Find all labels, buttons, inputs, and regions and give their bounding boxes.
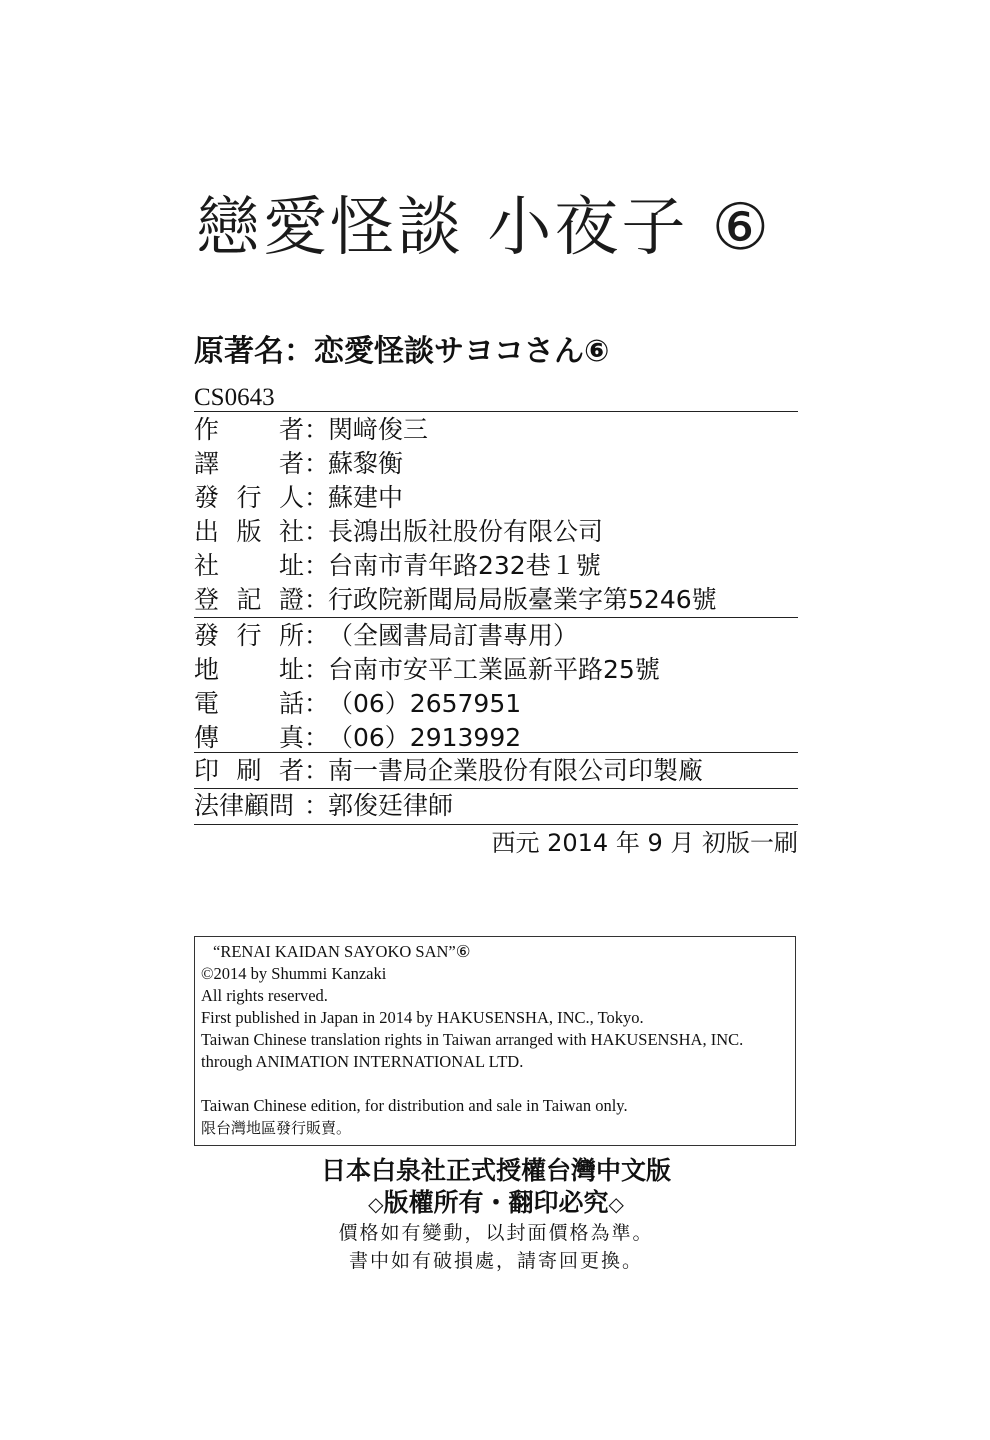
label-char: 人 [278,483,304,512]
credit-label [194,687,304,721]
catalog-code: CS0643 [194,384,275,411]
credit-colon: ： [304,756,330,785]
label-char: 記 [236,585,262,614]
credit-label [194,653,304,687]
label-char: 作 [194,415,220,444]
credit-row [194,754,798,788]
credit-label [194,481,304,515]
diamond-icon: ◇ [368,1192,384,1216]
price-note: 價格如有變動，以封面價格為準。 [338,1222,654,1244]
credit-label [194,549,304,583]
book-title: 戀愛怪談 小夜子 ⑥ [196,191,773,265]
credit-colon: ： [304,551,330,580]
credit-value: 南一書局企業股份有限公司印製廠 [328,756,704,785]
copyright-line: Taiwan Chinese translation rights in Taiwan arranged with HAKUSENSHA, INC. [201,1030,744,1049]
credit-label [194,754,304,788]
authorization-note: 日本白泉社正式授權台灣中文版 [320,1156,671,1185]
credit-row [194,583,798,617]
label-char: 行 [236,621,262,650]
original-title: 原著名：恋愛怪談サヨコさん⑥ [194,334,610,369]
credit-row [194,653,798,687]
credit-label [194,721,304,755]
copyright-line [201,941,795,963]
label-char: 話 [278,689,304,718]
copyright-line: All rights reserved. [201,986,328,1005]
label-char: 者 [278,756,304,785]
copyright-title: “RENAI KAIDAN SAYOKO SAN”⑥ [213,942,471,961]
label-char: 證 [278,585,304,614]
label-char: 版 [236,517,262,546]
credit-colon: ： [304,621,330,650]
credit-label: 法律顧問 [194,791,295,820]
diamond-icon: ◇ [608,1192,624,1216]
copyright-box [194,936,796,1146]
copyright-line: Taiwan Chinese edition, for distribution and sale in Taiwan only. [201,1096,628,1115]
credit-value: 郭俊廷律師 [328,791,454,820]
credit-row [194,721,798,755]
label-char: 所 [278,621,304,650]
credit-colon: ： [304,585,330,614]
rights-note [194,1188,798,1219]
credit-value: 行政院新聞局局版臺業字第5246號 [328,585,717,614]
label-char: 者 [278,415,304,444]
credit-label [194,583,304,617]
credit-value: （06）2913992 [328,723,522,752]
credit-colon: ： [304,689,330,718]
credit-value: 台南市青年路232巷１號 [328,551,601,580]
label-char: 登 [194,585,220,614]
label-char: 電 [194,689,220,718]
copyright-line: ©2014 by Shummi Kanzaki [201,964,387,983]
credit-row [194,413,798,447]
credit-value: 長鴻出版社股份有限公司 [328,517,604,546]
credit-row [194,447,798,481]
label-char: 譯 [194,449,220,478]
label-char: 刷 [236,756,262,785]
label-char: 地 [194,655,220,684]
copyright-line: First published in Japan in 2014 by HAKUSENSHA, INC., Tokyo. [201,1008,644,1027]
credit-label [194,413,304,447]
credit-value: 台南市安平工業區新平路25號 [328,655,660,684]
credit-colon: ： [304,449,330,478]
credit-label [194,515,304,549]
divider [194,411,798,412]
label-char: 行 [236,483,262,512]
credit-row [194,687,798,721]
credit-label [194,619,304,653]
label-char: 傳 [194,723,220,752]
credit-value: 関﨑俊三 [328,415,429,444]
credit-colon: ： [304,723,330,752]
label-char: 址 [278,551,304,580]
label-char: 社 [194,551,220,580]
edition-info: 西元 2014 年 9 月 初版一刷 [491,829,798,857]
credit-value: 蘇建中 [328,483,404,512]
copyright-line: 限台灣地區發行販賣。 [201,1119,352,1137]
credit-colon: ： [304,791,330,820]
divider [194,617,798,618]
label-char: 發 [194,621,220,650]
spacer [201,1073,795,1095]
credit-label [194,447,304,481]
credit-value: （06）2657951 [328,689,522,718]
label-char: 發 [194,483,220,512]
credit-colon: ： [304,483,330,512]
credit-colon: ： [304,655,330,684]
credit-row [194,515,798,549]
credit-colon: ： [304,517,330,546]
divider [194,824,798,825]
label-char: 社 [278,517,304,546]
label-char: 出 [194,517,220,546]
copyright-line: through ANIMATION INTERNATIONAL LTD. [201,1052,524,1071]
credit-row [194,789,798,823]
credit-row [194,619,798,653]
label-char: 址 [278,655,304,684]
credit-value: 蘇黎衡 [328,449,404,478]
label-char: 印 [194,756,220,785]
credit-row [194,549,798,583]
rights-text: 版權所有・翻印必究 [383,1188,609,1217]
label-char: 者 [278,449,304,478]
divider [194,752,798,753]
credit-colon: ： [304,415,330,444]
credit-row [194,481,798,515]
credit-value: （全國書局訂書專用） [328,621,579,650]
label-char: 真 [278,723,304,752]
damage-note: 書中如有破損處，請寄回更換。 [348,1250,643,1272]
